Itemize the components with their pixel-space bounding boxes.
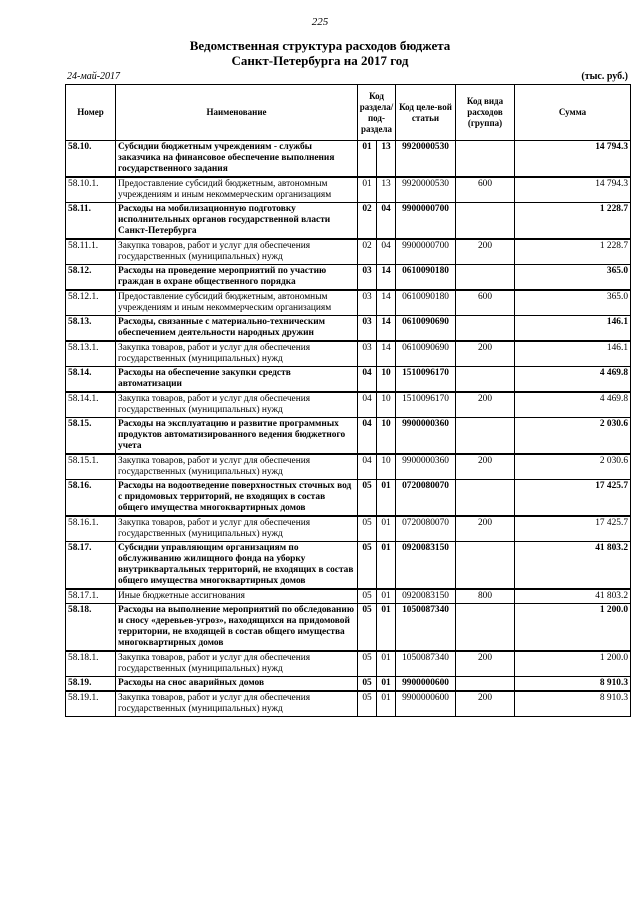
budget-table <box>65 84 631 717</box>
row-number: 58.17. <box>66 542 116 590</box>
row-name: Расходы, связанные с материально-техническим обеспечением деятельности народных дружин <box>116 316 358 342</box>
row-expense-type <box>456 367 515 393</box>
table-row <box>66 341 631 367</box>
row-target-code: 9900000360 <box>396 418 456 455</box>
table-row <box>66 177 631 203</box>
table-row <box>66 542 631 590</box>
row-name: Закупка товаров, работ и услуг для обеспечения государственных (муниципальных) нужд <box>116 341 358 367</box>
row-razdel: 04 <box>358 392 377 418</box>
row-amount: 2 030.6 <box>515 418 631 455</box>
row-podrazdel: 13 <box>377 177 396 203</box>
table-row <box>66 677 631 692</box>
row-name: Субсидии управляющим организациям по обслуживанию жилищного фонда на уборку внутриквартальных территорий, не входящих в состав общего имущества многоквартирных домов <box>116 542 358 590</box>
row-amount: 1 200.0 <box>515 651 631 677</box>
row-amount: 41 803.2 <box>515 542 631 590</box>
row-amount: 1 200.0 <box>515 604 631 652</box>
row-razdel: 05 <box>358 651 377 677</box>
row-target-code: 1050087340 <box>396 651 456 677</box>
row-amount: 41 803.2 <box>515 589 631 604</box>
row-razdel: 05 <box>358 516 377 542</box>
row-expense-type: 200 <box>456 651 515 677</box>
table-row <box>66 480 631 517</box>
row-razdel: 05 <box>358 691 377 717</box>
row-target-code: 0610090690 <box>396 316 456 342</box>
header-target-code: Код целе-вой статьи <box>396 85 456 141</box>
row-amount: 365.0 <box>515 290 631 316</box>
row-number: 58.13. <box>66 316 116 342</box>
row-target-code: 0610090180 <box>396 265 456 291</box>
title-line-2: Санкт-Петербурга на 2017 год <box>231 53 409 68</box>
row-expense-type: 200 <box>456 454 515 480</box>
row-target-code: 9900000600 <box>396 691 456 717</box>
row-razdel: 05 <box>358 677 377 692</box>
row-amount: 4 469.8 <box>515 367 631 393</box>
row-number: 58.11. <box>66 203 116 240</box>
row-amount: 365.0 <box>515 265 631 291</box>
row-podrazdel: 13 <box>377 141 396 178</box>
row-expense-type <box>456 316 515 342</box>
row-number: 58.16. <box>66 480 116 517</box>
row-number: 58.12.1. <box>66 290 116 316</box>
row-target-code: 0920083150 <box>396 589 456 604</box>
row-amount: 8 910.3 <box>515 691 631 717</box>
row-name: Расходы на обеспечение закупки средств автоматизации <box>116 367 358 393</box>
row-razdel: 02 <box>358 239 377 265</box>
row-target-code: 9920000530 <box>396 141 456 178</box>
row-amount: 17 425.7 <box>515 516 631 542</box>
row-razdel: 01 <box>358 177 377 203</box>
row-target-code: 1510096170 <box>396 367 456 393</box>
row-expense-type: 800 <box>456 589 515 604</box>
row-amount: 14 794.3 <box>515 141 631 178</box>
header-name: Наименование <box>116 85 358 141</box>
row-number: 58.15.1. <box>66 454 116 480</box>
row-podrazdel: 01 <box>377 480 396 517</box>
row-number: 58.16.1. <box>66 516 116 542</box>
row-number: 58.13.1. <box>66 341 116 367</box>
row-expense-type <box>456 203 515 240</box>
table-row <box>66 265 631 291</box>
row-razdel: 05 <box>358 480 377 517</box>
row-name: Расходы на мобилизационную подготовку исполнительных органов государственной власти Санкт-Петербурга <box>116 203 358 240</box>
table-row <box>66 454 631 480</box>
row-target-code: 0720080070 <box>396 516 456 542</box>
row-amount: 8 910.3 <box>515 677 631 692</box>
table-row <box>66 316 631 342</box>
row-expense-type: 600 <box>456 177 515 203</box>
row-name: Закупка товаров, работ и услуг для обеспечения государственных (муниципальных) нужд <box>116 516 358 542</box>
row-expense-type: 200 <box>456 239 515 265</box>
row-target-code: 0920083150 <box>396 542 456 590</box>
row-amount: 14 794.3 <box>515 177 631 203</box>
table-row <box>66 516 631 542</box>
row-amount: 1 228.7 <box>515 239 631 265</box>
row-number: 58.12. <box>66 265 116 291</box>
row-expense-type <box>456 480 515 517</box>
row-expense-type <box>456 542 515 590</box>
row-podrazdel: 01 <box>377 589 396 604</box>
row-podrazdel: 01 <box>377 542 396 590</box>
row-expense-type <box>456 141 515 178</box>
table-row <box>66 691 631 717</box>
row-expense-type: 200 <box>456 691 515 717</box>
row-name: Расходы на снос аварийных домов <box>116 677 358 692</box>
row-target-code: 1510096170 <box>396 392 456 418</box>
row-name: Закупка товаров, работ и услуг для обеспечения государственных (муниципальных) нужд <box>116 239 358 265</box>
row-podrazdel: 01 <box>377 516 396 542</box>
row-name: Иные бюджетные ассигнования <box>116 589 358 604</box>
table-body <box>66 141 631 717</box>
row-expense-type: 600 <box>456 290 515 316</box>
row-podrazdel: 10 <box>377 367 396 393</box>
row-podrazdel: 10 <box>377 392 396 418</box>
row-target-code: 9900000700 <box>396 239 456 265</box>
row-amount: 2 030.6 <box>515 454 631 480</box>
row-number: 58.14. <box>66 367 116 393</box>
row-number: 58.18.1. <box>66 651 116 677</box>
row-name: Расходы на эксплуатацию и развитие программных продуктов автоматизированного ведения бюджетного учета <box>116 418 358 455</box>
table-row <box>66 589 631 604</box>
row-target-code: 9900000700 <box>396 203 456 240</box>
row-razdel: 05 <box>358 542 377 590</box>
row-podrazdel: 04 <box>377 203 396 240</box>
page-number: 225 <box>311 16 329 28</box>
row-expense-type <box>456 418 515 455</box>
row-name: Закупка товаров, работ и услуг для обеспечения государственных (муниципальных) нужд <box>116 392 358 418</box>
row-number: 58.10.1. <box>66 177 116 203</box>
row-podrazdel: 04 <box>377 239 396 265</box>
row-razdel: 04 <box>358 367 377 393</box>
row-number: 58.10. <box>66 141 116 178</box>
row-name: Закупка товаров, работ и услуг для обеспечения государственных (муниципальных) нужд <box>116 691 358 717</box>
row-number: 58.17.1. <box>66 589 116 604</box>
row-podrazdel: 01 <box>377 604 396 652</box>
row-expense-type <box>456 677 515 692</box>
row-number: 58.19.1. <box>66 691 116 717</box>
document-title <box>0 38 640 68</box>
row-target-code: 9900000600 <box>396 677 456 692</box>
units-label: (тыс. руб.) <box>581 71 628 82</box>
row-podrazdel: 14 <box>377 341 396 367</box>
row-podrazdel: 01 <box>377 677 396 692</box>
table-row <box>66 203 631 240</box>
row-target-code: 0610090180 <box>396 290 456 316</box>
row-name: Закупка товаров, работ и услуг для обеспечения государственных (муниципальных) нужд <box>116 454 358 480</box>
title-line-1: Ведомственная структура расходов бюджета <box>189 38 451 53</box>
row-expense-type: 200 <box>456 392 515 418</box>
row-name: Предоставление субсидий бюджетным, автономным учреждениям и иным некоммерческим организациям <box>116 290 358 316</box>
header-amount: Сумма <box>515 85 631 141</box>
row-amount: 146.1 <box>515 316 631 342</box>
row-razdel: 04 <box>358 454 377 480</box>
table-header-row <box>66 85 631 141</box>
row-target-code: 9920000530 <box>396 177 456 203</box>
header-number: Номер <box>66 85 116 141</box>
table-row <box>66 290 631 316</box>
table-row <box>66 651 631 677</box>
row-number: 58.14.1. <box>66 392 116 418</box>
row-number: 58.19. <box>66 677 116 692</box>
row-name: Расходы на проведение мероприятий по участию граждан в охране общественного порядка <box>116 265 358 291</box>
row-amount: 1 228.7 <box>515 203 631 240</box>
row-name: Расходы на водоотведение поверхностных сточных вод с придомовых территорий, не входящих в состав общего имущества многоквартирных домов <box>116 480 358 517</box>
row-target-code: 9900000360 <box>396 454 456 480</box>
row-razdel: 05 <box>358 589 377 604</box>
row-expense-type: 200 <box>456 516 515 542</box>
row-razdel: 01 <box>358 141 377 178</box>
row-podrazdel: 10 <box>377 418 396 455</box>
row-name: Расходы на выполнение мероприятий по обследованию и сносу «деревьев-угроз», находящихся на придомовой территории, не входящей в состав общего имущества многоквартирных домов <box>116 604 358 652</box>
row-podrazdel: 10 <box>377 454 396 480</box>
document-date: 24-май-2017 <box>67 71 121 82</box>
row-podrazdel: 01 <box>377 691 396 717</box>
row-razdel: 05 <box>358 604 377 652</box>
row-number: 58.15. <box>66 418 116 455</box>
row-expense-type <box>456 604 515 652</box>
row-number: 58.11.1. <box>66 239 116 265</box>
row-target-code: 0610090690 <box>396 341 456 367</box>
row-razdel: 04 <box>358 418 377 455</box>
row-podrazdel: 14 <box>377 316 396 342</box>
table-row <box>66 392 631 418</box>
row-name: Закупка товаров, работ и услуг для обеспечения государственных (муниципальных) нужд <box>116 651 358 677</box>
header-expense-type: Код вида расходов (группа) <box>456 85 515 141</box>
row-target-code: 0720080070 <box>396 480 456 517</box>
row-name: Субсидии бюджетным учреждениям - службы заказчика на финансовое обеспечение выполнения государственного задания <box>116 141 358 178</box>
row-name: Предоставление субсидий бюджетным, автономным учреждениям и иным некоммерческим организациям <box>116 177 358 203</box>
table-row <box>66 239 631 265</box>
table-row <box>66 604 631 652</box>
row-amount: 17 425.7 <box>515 480 631 517</box>
row-razdel: 03 <box>358 265 377 291</box>
row-target-code: 1050087340 <box>396 604 456 652</box>
table-row <box>66 367 631 393</box>
row-razdel: 03 <box>358 316 377 342</box>
row-podrazdel: 14 <box>377 265 396 291</box>
table-row <box>66 141 631 178</box>
row-amount: 146.1 <box>515 341 631 367</box>
header-section-code: Код раздела/ под-раздела <box>358 85 396 141</box>
row-expense-type <box>456 265 515 291</box>
row-number: 58.18. <box>66 604 116 652</box>
row-razdel: 02 <box>358 203 377 240</box>
row-podrazdel: 01 <box>377 651 396 677</box>
row-razdel: 03 <box>358 341 377 367</box>
row-amount: 4 469.8 <box>515 392 631 418</box>
row-expense-type: 200 <box>456 341 515 367</box>
table-row <box>66 418 631 455</box>
row-podrazdel: 14 <box>377 290 396 316</box>
row-razdel: 03 <box>358 290 377 316</box>
